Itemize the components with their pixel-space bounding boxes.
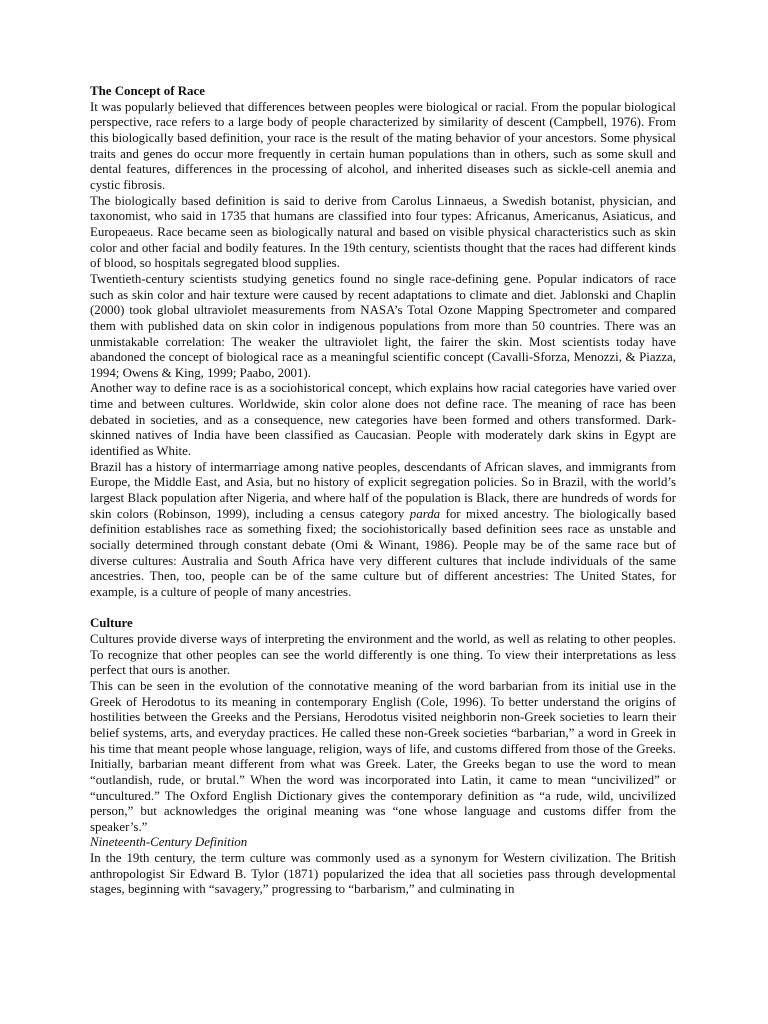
italic-term: parda: [409, 506, 441, 521]
document-page: [90, 84, 676, 898]
paragraph-gap: [90, 601, 676, 617]
paragraph: The biologically based definition is said to derive from Carolus Linnaeus, a Swedish botanist, physician, and taxonomist, who said in 1735 that humans are classified into four types: Africanus, Americanus, Asiaticus, and Europeaeus. Race became seen as biologically natural and based on visible physical characteristics such as skin color and other facial and bodily features. In the 19th century, scientists thought that the races had different kinds of blood, so hospitals segregated blood supplies.: [90, 193, 676, 271]
paragraph: [90, 460, 676, 601]
paragraph: This can be seen in the evolution of the connotative meaning of the word barbarian from its initial use in the Greek of Herodotus to its meaning in contemporary English (Cole, 1996). To better understand the origins of hostilities between the Greeks and the Persians, Herodotus visited neighborin non-Greek societies to learn their belief systems, arts, and everyday practices. He called these non-Greek societies “barbarian,” a word in Greek in his time that meant people whose language, religion, ways of life, and customs differed from those of the Greeks. Initially, barbarian meant different from what was Greek. Later, the Greeks began to use the word to mean “outlandish, rude, or brutal.” When the word was incorporated into Latin, it came to mean “uncivilized” or “uncultured.” The Oxford English Dictionary gives the contemporary definition as “a rude, wild, uncivilized person,” but acknowledges the original meaning was “one whose language and customs differ from the speaker’s.”: [90, 678, 676, 834]
section-heading-culture: Culture: [90, 616, 133, 631]
subheading: Nineteenth-Century Definition: [90, 835, 248, 850]
text-run: for mixed ancestry. The biologically based definition establishes race as something fixed; the sociohistorically based definition sees race as unstable and socially determined through constant debate (Omi & Winant, 1986). People may be of the same race but of diverse cultures: Australia and South Africa have very different cultures that include individuals of the same ancestries. Then, too, people can be of the same culture but of different ancestries: The United States, for example, is a culture of people of many ancestries.: [90, 506, 676, 599]
text-run: Brazil has a history of intermarriage among native peoples, descendants of African slaves, and immigrants from Europe, the Middle East, and Asia, but no history of explicit segregation policies. So in Brazil, with the world’s largest Black population after Nigeria, and where half of the population is Black, there are hundreds of words for skin colors (Robinson, 1999), including a census category: [90, 459, 676, 521]
paragraph: Twentieth-century scientists studying genetics found no single race-defining gene. Popular indicators of race such as skin color and hair texture were caused by recent adaptations to climate and diet. Jablonski and Chaplin (2000) took global ultraviolet measurements from NASA’s Total Ozone Mapping Spectrometer and compared them with published data on skin color in indigenous populations from more than 50 countries. There was an unmistakable correlation: The weaker the ultraviolet light, the fairer the skin. Most scientists today have abandoned the concept of biological race as a meaningful scientific concept (Cavalli-Sforza, Menozzi, & Piazza, 1994; Owens & King, 1999; Paabo, 2001).: [90, 271, 676, 380]
paragraph: Another way to define race is as a sociohistorical concept, which explains how racial categories have varied over time and between cultures. Worldwide, skin color alone does not define race. The meaning of race has been debated in societies, and as a consequence, new categories have been formed and others transformed. Dark-skinned natives of India have been classified as Caucasian. People with moderately dark skins in Egypt are identified as White.: [90, 381, 676, 459]
paragraph: Cultures provide diverse ways of interpreting the environment and the world, as well as relating to other peoples. To recognize that other peoples can see the world differently is one thing. To view their interpretations as less perfect that ours is another.: [90, 631, 676, 678]
paragraph: In the 19th century, the term culture was commonly used as a synonym for Western civilization. The British anthropologist Sir Edward B. Tylor (1871) popularized the idea that all societies pass through developmental stages, beginning with “savagery,” progressing to “barbarism,” and culminating in: [90, 851, 676, 897]
section-heading-race: The Concept of Race: [90, 84, 205, 98]
paragraph: It was popularly believed that differences between peoples were biological or racial. From the popular biological perspective, race refers to a large body of people characterized by similarity of descent (Campbell, 1976). From this biologically based definition, your race is the result of the mating behavior of your ancestors. Some physical traits and genes do occur more frequently in certain human populations than in others, such as some skull and dental features, differences in the processing of alcohol, and inherited diseases such as sickle-cell anemia and cystic fibrosis.: [90, 99, 676, 192]
